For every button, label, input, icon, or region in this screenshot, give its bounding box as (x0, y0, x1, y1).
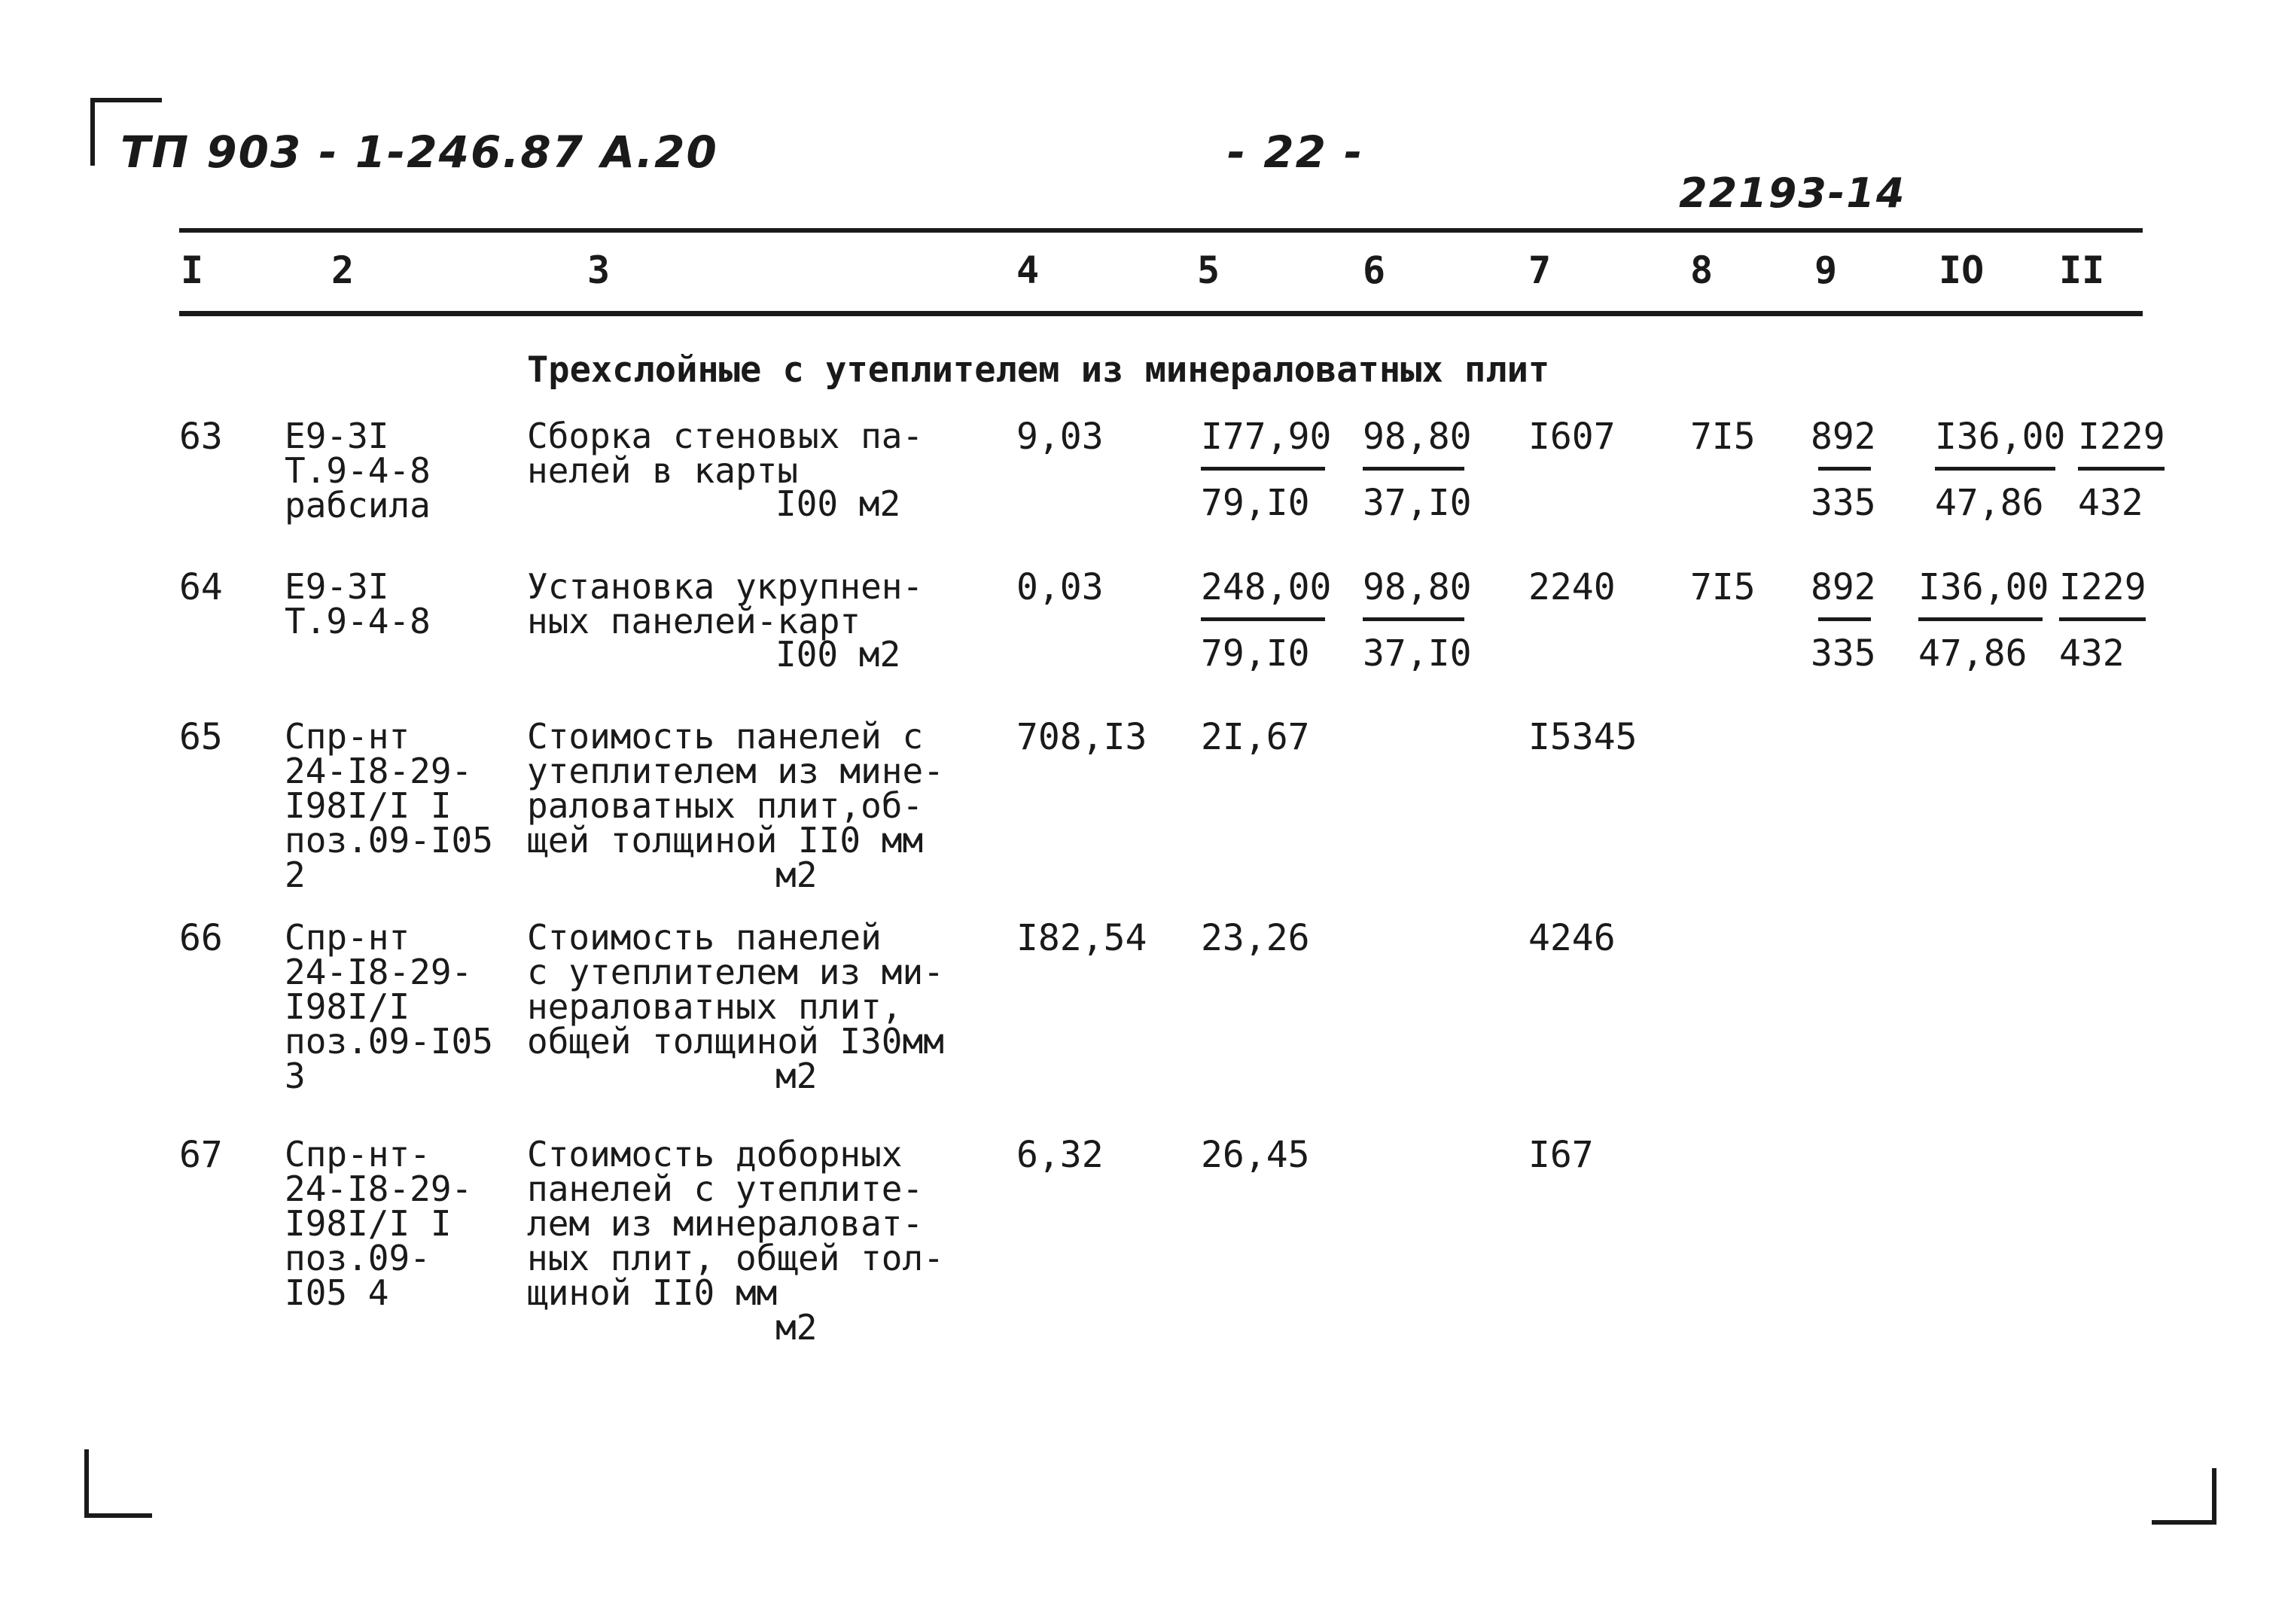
description-line: ных плит, общей тол- (527, 1238, 944, 1278)
total-cost: I5345 (1528, 716, 1638, 758)
total-cost: I607 (1528, 416, 1616, 458)
description-line: щиной II0 мм (527, 1272, 778, 1313)
work-description (527, 917, 944, 1062)
unit-cost-total-sub: 79,I0 (1201, 632, 1310, 675)
column-number: 9 (1814, 248, 1838, 292)
frame-corner-top-left-horizontal (90, 98, 162, 102)
column-8-value: 7I5 (1690, 416, 1756, 458)
code-line: Т.9-4-8 (285, 450, 431, 491)
description-line: раловатных плит,об- (527, 785, 924, 826)
frame-corner-bottom-left-horizontal (84, 1513, 152, 1518)
column-number: I (181, 248, 204, 292)
code-line: поз.09- (285, 1238, 431, 1278)
column-number: 2 (331, 248, 355, 292)
row-number: 63 (179, 416, 223, 458)
code-line: поз.09-I05 (285, 1021, 493, 1062)
code-line: I05 4 (285, 1272, 389, 1313)
fraction-line (1201, 467, 1325, 471)
frame-corner-bottom-right-vertical (2212, 1468, 2216, 1525)
quantity: 9,03 (1016, 416, 1104, 458)
column-number: 7 (1528, 248, 1552, 292)
description-line: утеплителем из мине- (527, 751, 944, 791)
unit-cost-wages: 98,80 (1363, 416, 1472, 458)
code-line: I98I/I I (285, 785, 452, 826)
fraction-line (1918, 617, 2043, 621)
fraction-line (1818, 467, 1871, 471)
work-description (527, 416, 924, 491)
code-line: I98I/I I (285, 1203, 452, 1244)
fraction-line (1201, 617, 1325, 621)
column-9-sub: 335 (1811, 632, 1876, 675)
unit-cost-wages-sub: 37,I0 (1363, 632, 1472, 675)
description-line: Стоимость панелей (527, 917, 882, 958)
code-line: Е9-3I (285, 566, 389, 607)
total-cost: 2240 (1528, 566, 1616, 608)
total-cost: 4246 (1528, 917, 1616, 959)
unit-of-measure: I00 м2 (775, 634, 901, 675)
total-cost: I67 (1528, 1134, 1594, 1176)
column-10-sub: 47,86 (1935, 482, 2044, 524)
column-11-value: I229 (2059, 566, 2146, 608)
unit-cost-total: 2I,67 (1201, 716, 1310, 758)
description-line: панелей с утеплите- (527, 1168, 924, 1209)
code-line: 2 (285, 855, 306, 895)
norm-code (285, 716, 493, 895)
row-number: 64 (179, 566, 223, 608)
frame-corner-bottom-right-horizontal (2152, 1520, 2216, 1525)
column-number: 8 (1690, 248, 1714, 292)
work-description (527, 1134, 944, 1313)
quantity: 708,I3 (1016, 716, 1147, 758)
row-number: 66 (179, 917, 223, 959)
column-10-sub: 47,86 (1918, 632, 2028, 675)
description-line: Стоимость панелей с (527, 716, 924, 757)
description-line: нераловатных плит, (527, 986, 903, 1027)
frame-corner-bottom-left-vertical (84, 1449, 89, 1517)
quantity: 6,32 (1016, 1134, 1104, 1176)
code-line: поз.09-I05 (285, 820, 493, 861)
description-line: лем из минераловат- (527, 1203, 924, 1244)
unit-of-measure: м2 (775, 1056, 818, 1096)
column-number: 4 (1016, 248, 1040, 292)
code-line: Е9-3I (285, 416, 389, 456)
description-line: щей толщиной II0 мм (527, 820, 924, 861)
column-number: II (2059, 248, 2105, 292)
unit-cost-total: 23,26 (1201, 917, 1310, 959)
column-10-value: I36,00 (1935, 416, 2066, 458)
unit-cost-wages: 98,80 (1363, 566, 1472, 608)
code-line: Спр-нт (285, 716, 410, 757)
document-code: ТП 903 - 1-246.87 А.20 (120, 126, 718, 178)
description-line: ных панелей-карт (527, 601, 861, 641)
unit-cost-total: I77,90 (1201, 416, 1332, 458)
norm-code (285, 917, 493, 1096)
row-number: 65 (179, 716, 223, 758)
column-9-value: 892 (1811, 416, 1876, 458)
code-line: рабсила (285, 485, 431, 526)
fraction-line (1818, 617, 1871, 621)
column-number: IO (1939, 248, 1985, 292)
column-9-sub: 335 (1811, 482, 1876, 524)
column-9-value: 892 (1811, 566, 1876, 608)
column-number: 5 (1197, 248, 1220, 292)
code-line: 24-I8-29- (285, 751, 473, 791)
fraction-line (2078, 467, 2165, 471)
description-line: Установка укрупнен- (527, 566, 924, 607)
fraction-line (2059, 617, 2146, 621)
norm-code (285, 1134, 473, 1313)
description-line: Сборка стеновых па- (527, 416, 924, 456)
code-line: Спр-нт- (285, 1134, 431, 1175)
code-line: 3 (285, 1056, 306, 1096)
code-line: I98I/I (285, 986, 410, 1027)
table-top-rule (179, 228, 2143, 233)
row-number: 67 (179, 1134, 223, 1176)
page-number: - 22 - (1227, 126, 1364, 178)
fraction-line (1363, 467, 1464, 471)
code-line: 24-I8-29- (285, 1168, 473, 1209)
column-11-sub: 432 (2059, 632, 2125, 675)
column-number: 3 (587, 248, 611, 292)
description-line: с утеплителем из ми- (527, 952, 944, 992)
unit-cost-total: 248,00 (1201, 566, 1332, 608)
work-description (527, 566, 924, 641)
code-line: Т.9-4-8 (285, 601, 431, 641)
norm-code (285, 566, 431, 641)
description-line: Стоимость доборных (527, 1134, 903, 1175)
quantity: 0,03 (1016, 566, 1104, 608)
unit-of-measure: м2 (775, 855, 818, 895)
fraction-line (1935, 467, 2055, 471)
norm-code (285, 416, 431, 526)
unit-of-measure: м2 (775, 1307, 818, 1348)
unit-cost-total-sub: 79,I0 (1201, 482, 1310, 524)
column-10-value: I36,00 (1918, 566, 2049, 608)
column-11-value: I229 (2078, 416, 2165, 458)
unit-cost-wages-sub: 37,I0 (1363, 482, 1472, 524)
column-number: 6 (1363, 248, 1386, 292)
description-line: нелей в карты (527, 450, 799, 491)
column-11-sub: 432 (2078, 482, 2143, 524)
code-line: 24-I8-29- (285, 952, 473, 992)
frame-corner-top-left-vertical (90, 98, 95, 166)
code-line: Спр-нт (285, 917, 410, 958)
fraction-line (1363, 617, 1464, 621)
work-description (527, 716, 944, 861)
section-title: Трехслойные с утеплителем из минераловатных плит (527, 349, 1550, 391)
quantity: I82,54 (1016, 917, 1147, 959)
description-line: общей толщиной I30мм (527, 1021, 944, 1062)
unit-of-measure: I00 м2 (775, 483, 901, 524)
table-header-bottom-rule (179, 311, 2143, 316)
unit-cost-total: 26,45 (1201, 1134, 1310, 1176)
sheet-code: 22193-14 (1679, 169, 1906, 217)
column-8-value: 7I5 (1690, 566, 1756, 608)
